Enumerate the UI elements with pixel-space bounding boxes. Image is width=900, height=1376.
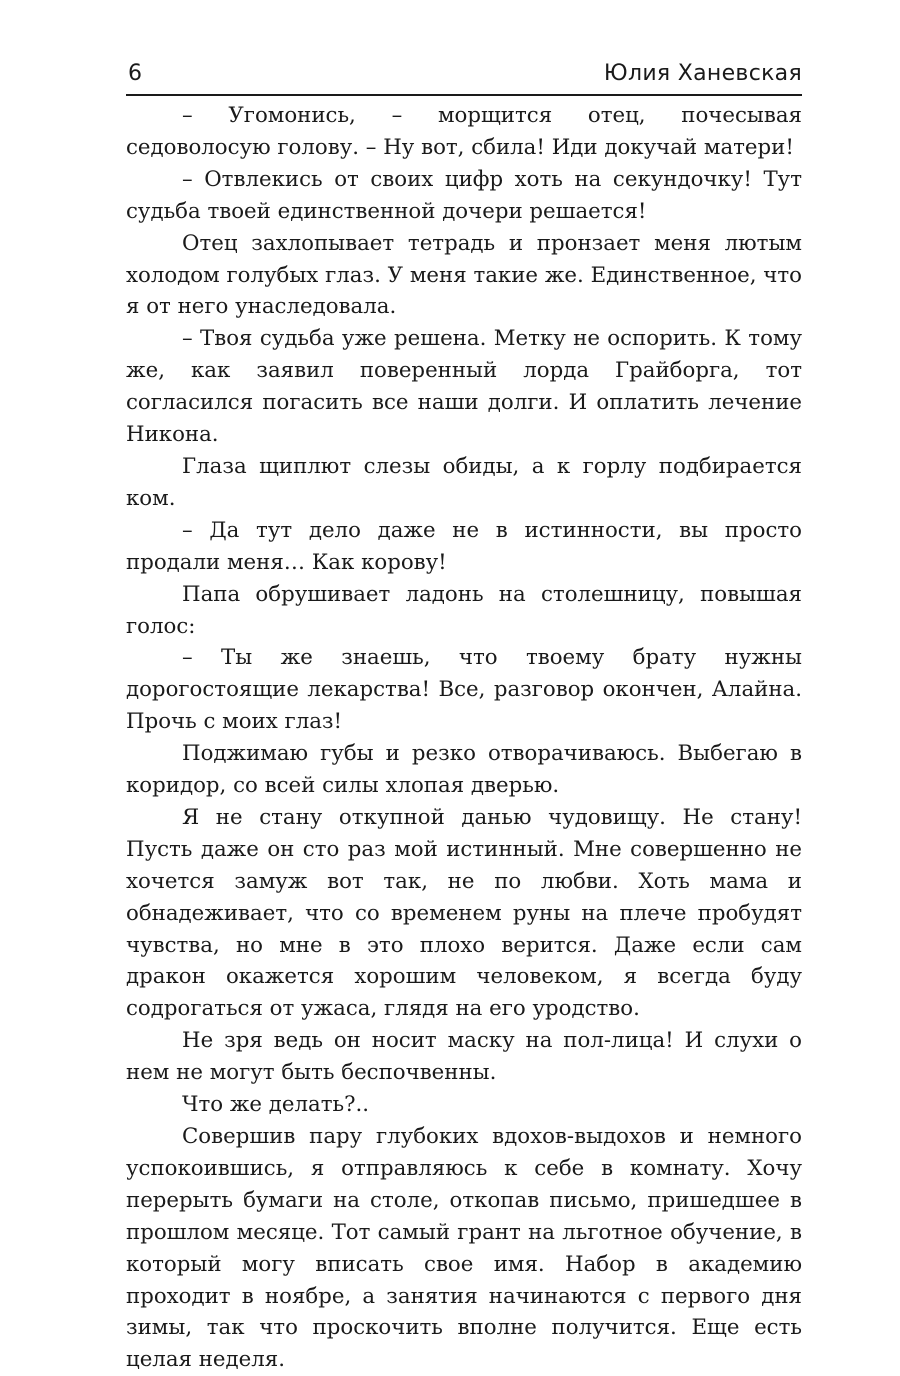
paragraph: Поджимаю губы и резко отворачиваюсь. Выбегаю в коридор, со всей силы хлопая дверью. bbox=[126, 741, 802, 799]
paragraph: – Ты же знаешь, что твоему брату нужны дорогостоящие лекарства! Все, разговор окончен, Алайна. Прочь с моих глаз! bbox=[126, 645, 802, 735]
paragraph: Совершив пару глубоких вдохов-выдохов и немного успокоившись, я отправляюсь к себе в комнату. Хочу перерыть бумаги на столе, откопав письмо, пришедшее в прошлом месяце. Тот самый грант на льготное обучение, в который могу вписать свое имя. Набор в академию проходит в ноябре, а занятия начинаются с первого дня зимы, так что проскочить вполне получится. Еще есть целая неделя. bbox=[126, 1124, 802, 1373]
paragraph: – Да тут дело даже не в истинности, вы просто продали меня… Как корову! bbox=[126, 517, 802, 575]
paragraph: Отец захлопывает тетрадь и пронзает меня лютым холодом голубых глаз. У меня такие же. Единственное, что я от него унаследовала. bbox=[126, 230, 802, 320]
page-header bbox=[126, 54, 802, 96]
paragraph: Что же делать?.. bbox=[182, 1092, 370, 1118]
paragraph: – Угомонись, – морщится отец, почесывая седоволосую голову. – Ну вот, сбила! Иди докучай матери! bbox=[126, 103, 802, 160]
paragraph: Не зря ведь он носит маску на пол-лица! И слухи о нем не могут быть беспочвенны. bbox=[126, 1028, 802, 1086]
paragraph: Я не стану откупной данью чудовищу. Не стану! Пусть даже он сто раз мой истинный. Мне совершенно не хочется замуж вот так, не по любви. Хоть мама и обнадеживает, что со временем руны на плече пробудят чувства, но мне в это плохо верится. Даже если сам дракон окажется хорошим человеком, я всегда буду содрогаться от ужаса, глядя на его уродство. bbox=[126, 804, 802, 1022]
paragraph: – Отвлекись от своих цифр хоть на секундочку! Тут судьба твоей единственной дочери решается! bbox=[126, 166, 802, 224]
body-text bbox=[126, 100, 802, 1376]
page-number: 6 bbox=[128, 61, 142, 86]
paragraph: – Твоя судьба уже решена. Метку не оспорить. К тому же, как заявил поверенный лорда Грайборга, тот согласился погасить все наши долги. И оплатить лечение Никона. bbox=[126, 326, 802, 448]
paragraph: Папа обрушивает ладонь на столешницу, повышая голос: bbox=[126, 581, 802, 639]
running-title: Юлия Ханевская bbox=[603, 61, 802, 86]
paragraph: Глаза щиплют слезы обиды, а к горлу подбирается ком. bbox=[126, 453, 802, 511]
